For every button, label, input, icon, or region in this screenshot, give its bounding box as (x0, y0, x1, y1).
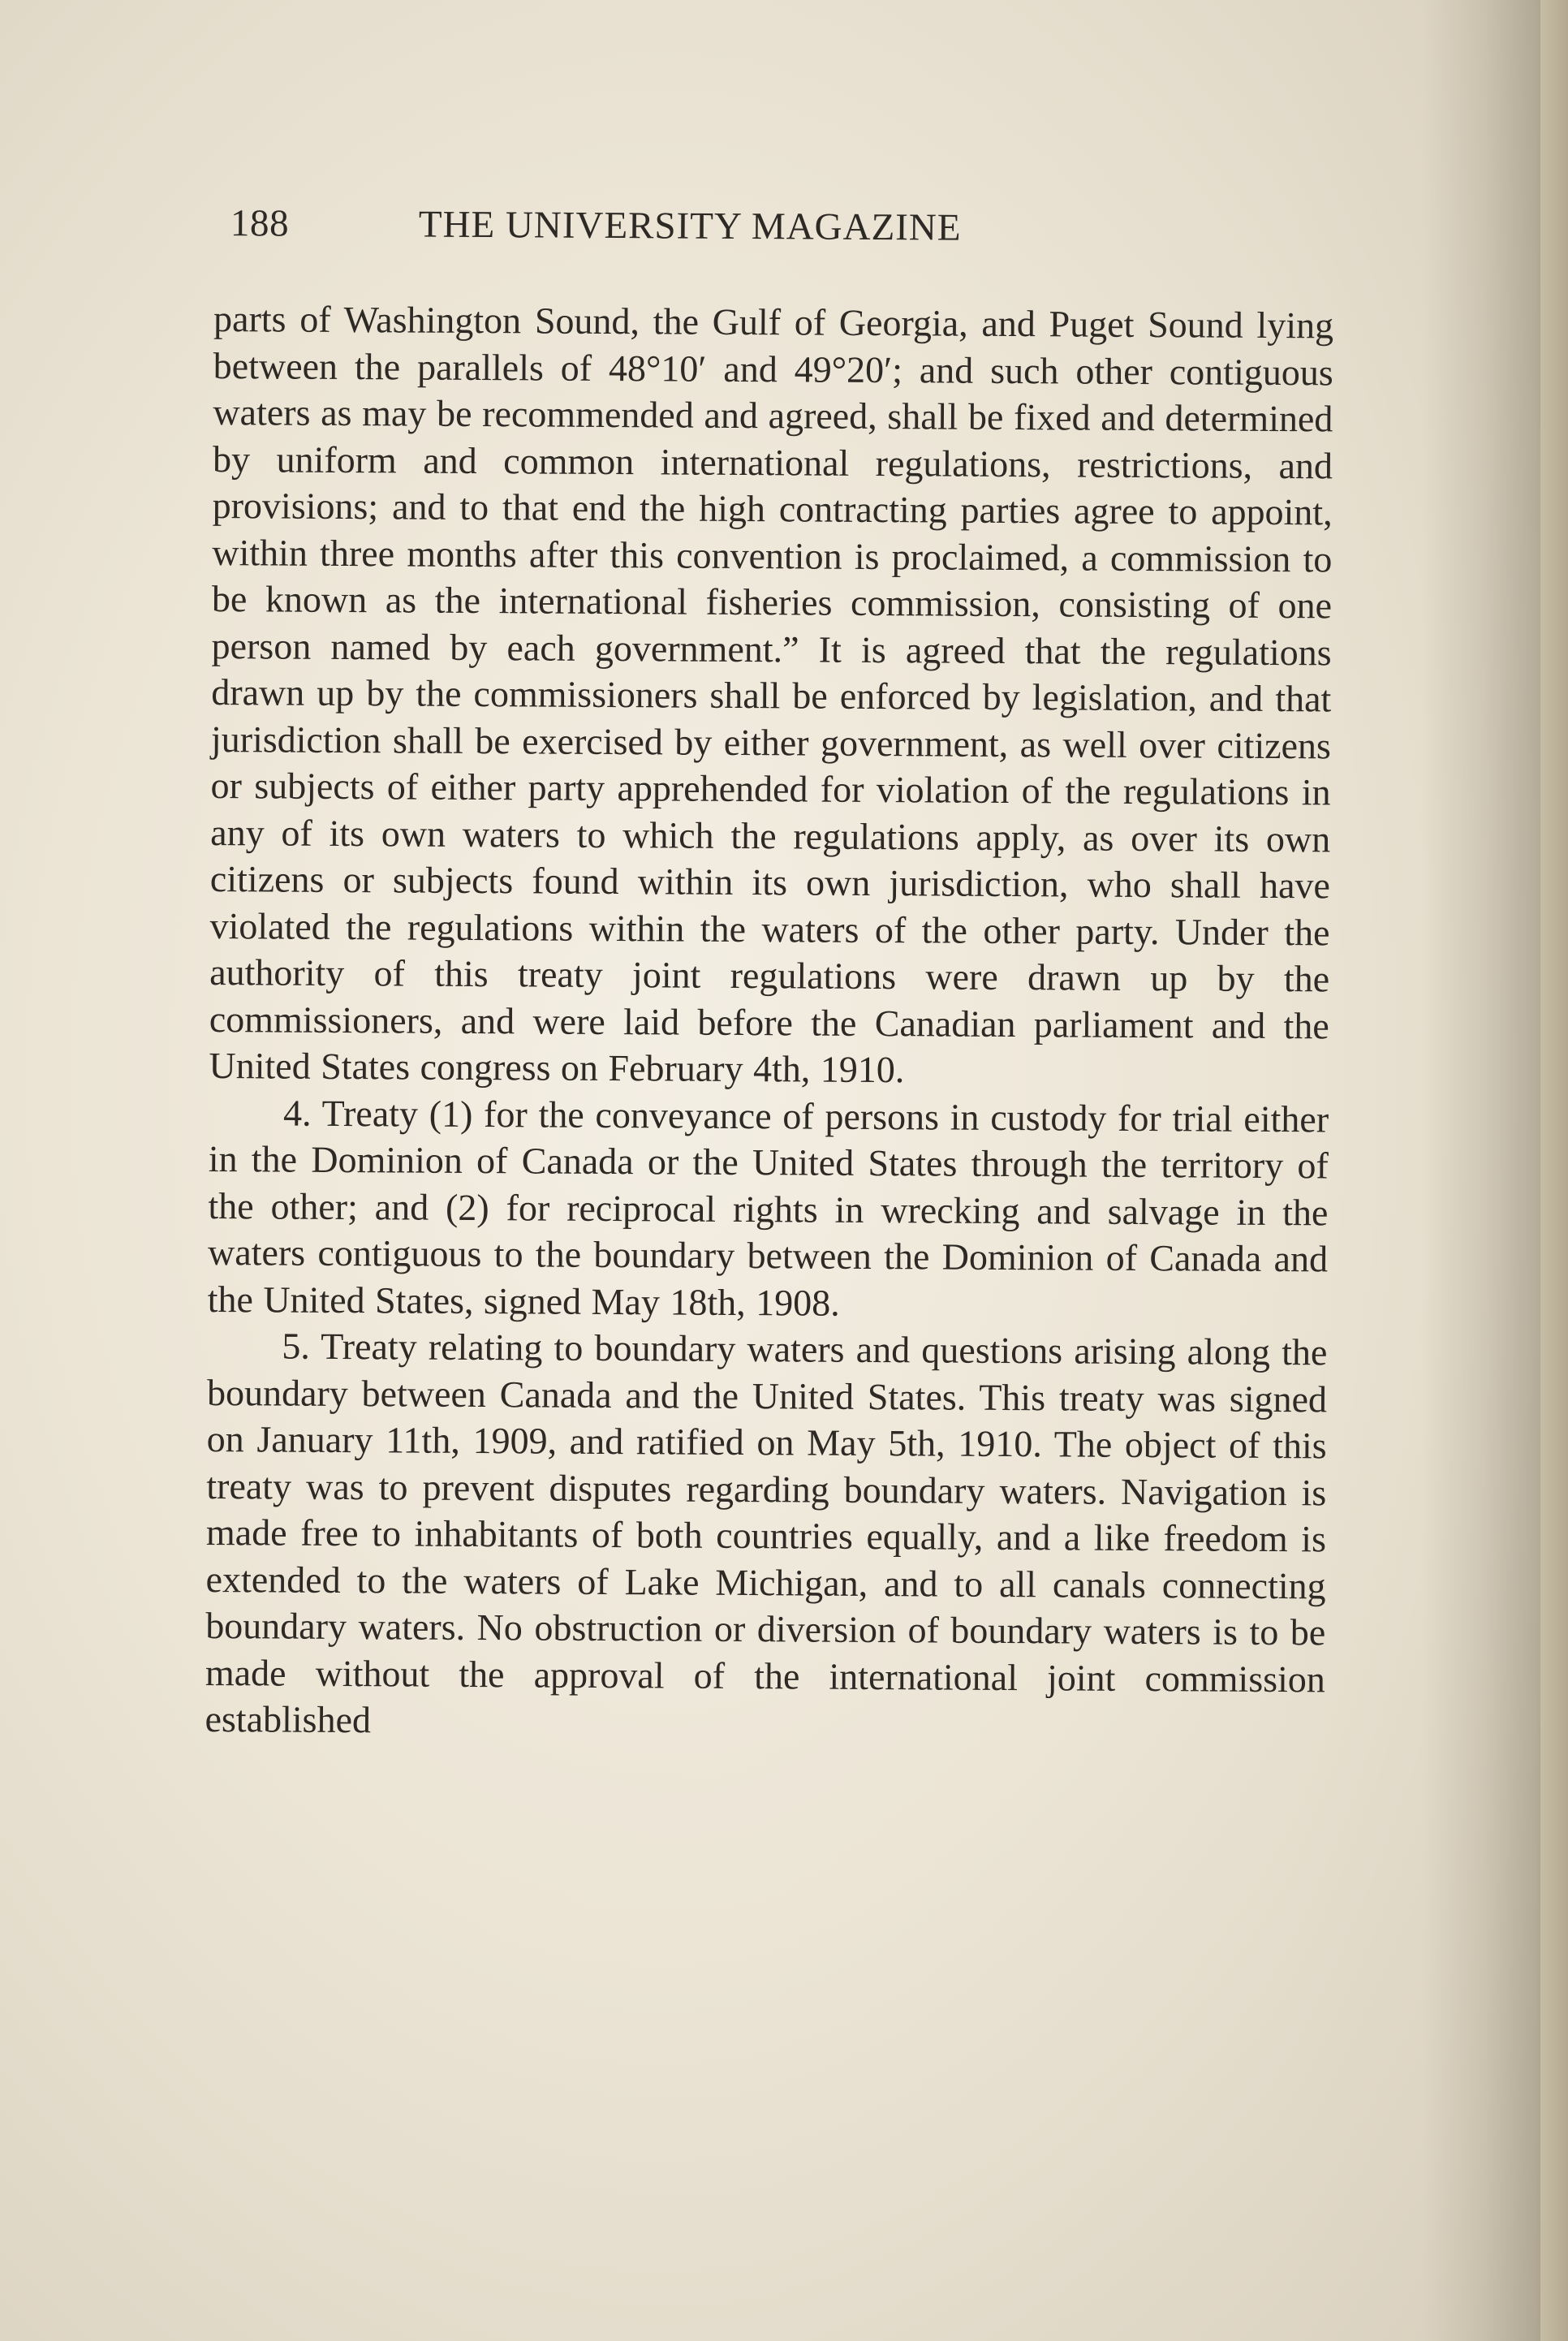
page-edge (1540, 0, 1568, 2341)
page-text-block (205, 201, 1334, 1749)
paragraph-treaty-5: 5. Treaty relating to boundary waters and questions arising along the boundary between Canada and the United States. This treaty was signed on January 11th, 1909, and ratified on May 5th, 1910. The object of this treaty was to prevent disputes regarding boundary waters. Navigation is made free to inhabitants of both countries equally, and a like freedom is extended to the waters of Lake Michigan, and to all canals connecting boundary waters. No obstruction or diversion of boundary waters is to be made without the approval of the international joint commission established (205, 1325, 1328, 1741)
running-header (214, 201, 1334, 268)
paragraph-fisheries-treaty: parts of Washington Sound, the Gulf of Georgia, and Puget Sound lying between the parallels of 48°10′ and 49°20′; and such other contiguous waters as may be recommended and agreed, shall be fixed and determined by uniform and common international regulations, restrictions, and provisions; and to that end the high contracting parties agree to appoint, within three months after this convention is proclaimed, a commission to be known as the international fisheries commission, consisting of one person named by each government.” It is agreed that the regulations drawn up by the commissioners shall be enforced by legislation, and that jurisdiction shall be exercised by either government, as well over citizens or subjects of either party apprehended for violation of the regulations in any of its own waters to which the regulations apply, as over its own citizens or subjects found within its own jurisdiction, who shall have violated the regulations within the waters of the other party. Under the authority of this treaty joint regulations were drawn up by the commissioners, and were laid before the Canadian parliament and the United States congress on February 4th, 1910. (209, 297, 1334, 1091)
page-number: 188 (230, 202, 290, 245)
paragraph-treaty-4: 4. Treaty (1) for the conveyance of persons in custody for trial either in the Dominion of Canada or the United States through the territory of the other; and (2) for reciprocal rights in wrecking and salvage in the waters contiguous to the boundary between the Dominion of Canada and the United States, signed May 18th, 1908. (207, 1092, 1329, 1324)
journal-title: THE UNIVERSITY MAGAZINE (418, 203, 962, 249)
